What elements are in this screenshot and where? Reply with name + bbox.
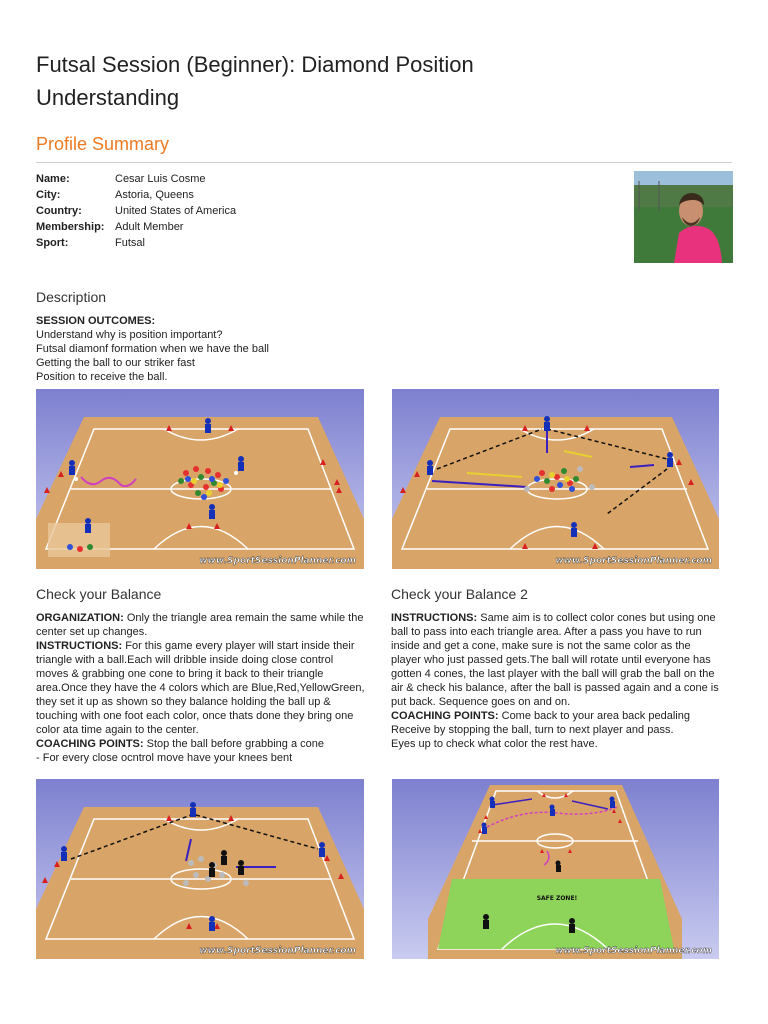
coaching-points-line: Eyes up to check what color the rest have. <box>391 738 598 750</box>
divider <box>36 162 732 163</box>
profile-row-membership <box>36 219 236 235</box>
profile-value: Adult Member <box>115 221 184 233</box>
profile-photo <box>634 171 733 263</box>
profile-value: Cesar Luis Cosme <box>115 173 206 185</box>
instructions-label: INSTRUCTIONS: <box>391 612 478 624</box>
coaching-points-label: COACHING POINTS: <box>36 738 144 750</box>
coaching-points-line: - For every close ocntrol move have your knees bent <box>36 752 293 764</box>
coaching-points-line: Receive by stopping the ball, turn to next player and pass. <box>391 724 674 736</box>
balance-2-text <box>391 611 719 751</box>
profile-value: Futsal <box>115 237 145 249</box>
profile-value: Astoria, Queens <box>115 189 194 201</box>
session-diagram-2 <box>392 389 719 569</box>
description-line: Getting the ball to our striker fast <box>36 357 195 369</box>
description-heading: Description <box>36 289 107 305</box>
session-outcomes-label: SESSION OUTCOMES: <box>36 315 156 327</box>
description-line: Futsal diamonf formation when we have the ball <box>36 343 269 355</box>
description-line: Position to receive the ball. <box>36 371 168 383</box>
profile-row-city <box>36 187 236 203</box>
instructions-text: Same aim is to collect color cones but using one ball to pass into each triangle area. After a pass you have to run inside and get a cone, make sure is not the same color as the player who just passed gets.The ball will rotate until everyone has gotten 4 cones, the last player with the ball will grab the ball on the air & check his balance, after the ball is passed again and a cone is put back. Sequence goes on and on. <box>391 612 719 708</box>
profile-table <box>36 171 236 251</box>
profile-label: Sport: <box>36 237 69 249</box>
organization-text: Only the triangle area remain the same while the center set up changes. <box>36 612 364 638</box>
description-line: Understand why is position important? <box>36 329 223 341</box>
profile-row-name <box>36 171 236 187</box>
session-diagram-1 <box>36 389 364 569</box>
balance-2-heading: Check your Balance 2 <box>391 586 528 602</box>
profile-label: Membership: <box>36 221 105 233</box>
session-diagram-3 <box>36 779 364 959</box>
watermark: www.SportSessionPlanner.com <box>555 556 712 566</box>
profile-label: City: <box>36 189 61 201</box>
profile-label: Name: <box>36 173 70 185</box>
organization-label: ORGANIZATION: <box>36 612 124 624</box>
instructions-text: For this game every player will start inside their triangle with a ball.Each will dribble inside doing close control moves & grabbing one cone to bring it back to their triangle area.Once they have the 4 colors which are Blue,Red,YellowGreen, they set it up as shown so they balance holding the ball up & touching with one foot each color, once thats done they bring one color ata time again to the center. <box>36 640 365 736</box>
coaching-points-text: Come back to your area back pedaling <box>498 710 690 722</box>
profile-row-sport <box>36 235 236 251</box>
description-text <box>36 314 269 384</box>
watermark: www.SportSessionPlanner.com <box>555 946 712 956</box>
watermark: www.SportSessionPlanner.com <box>199 556 356 566</box>
profile-value: United States of America <box>115 205 237 217</box>
instructions-label: INSTRUCTIONS: <box>36 640 123 652</box>
profile-summary-heading: Profile Summary <box>36 134 170 154</box>
profile-row-country <box>36 203 236 219</box>
coaching-points-text: Stop the ball before grabbing a cone <box>143 738 324 750</box>
safe-zone-label: SAFE ZONE! <box>536 895 578 902</box>
profile-label: Country: <box>36 205 82 217</box>
balance-text <box>36 611 366 765</box>
coaching-points-label: COACHING POINTS: <box>391 710 499 722</box>
page-title: Futsal Session (Beginner): Diamond Position Understanding <box>36 52 474 110</box>
session-diagram-4 <box>392 779 719 959</box>
watermark: www.SportSessionPlanner.com <box>199 946 356 956</box>
balance-heading: Check your Balance <box>36 586 162 602</box>
